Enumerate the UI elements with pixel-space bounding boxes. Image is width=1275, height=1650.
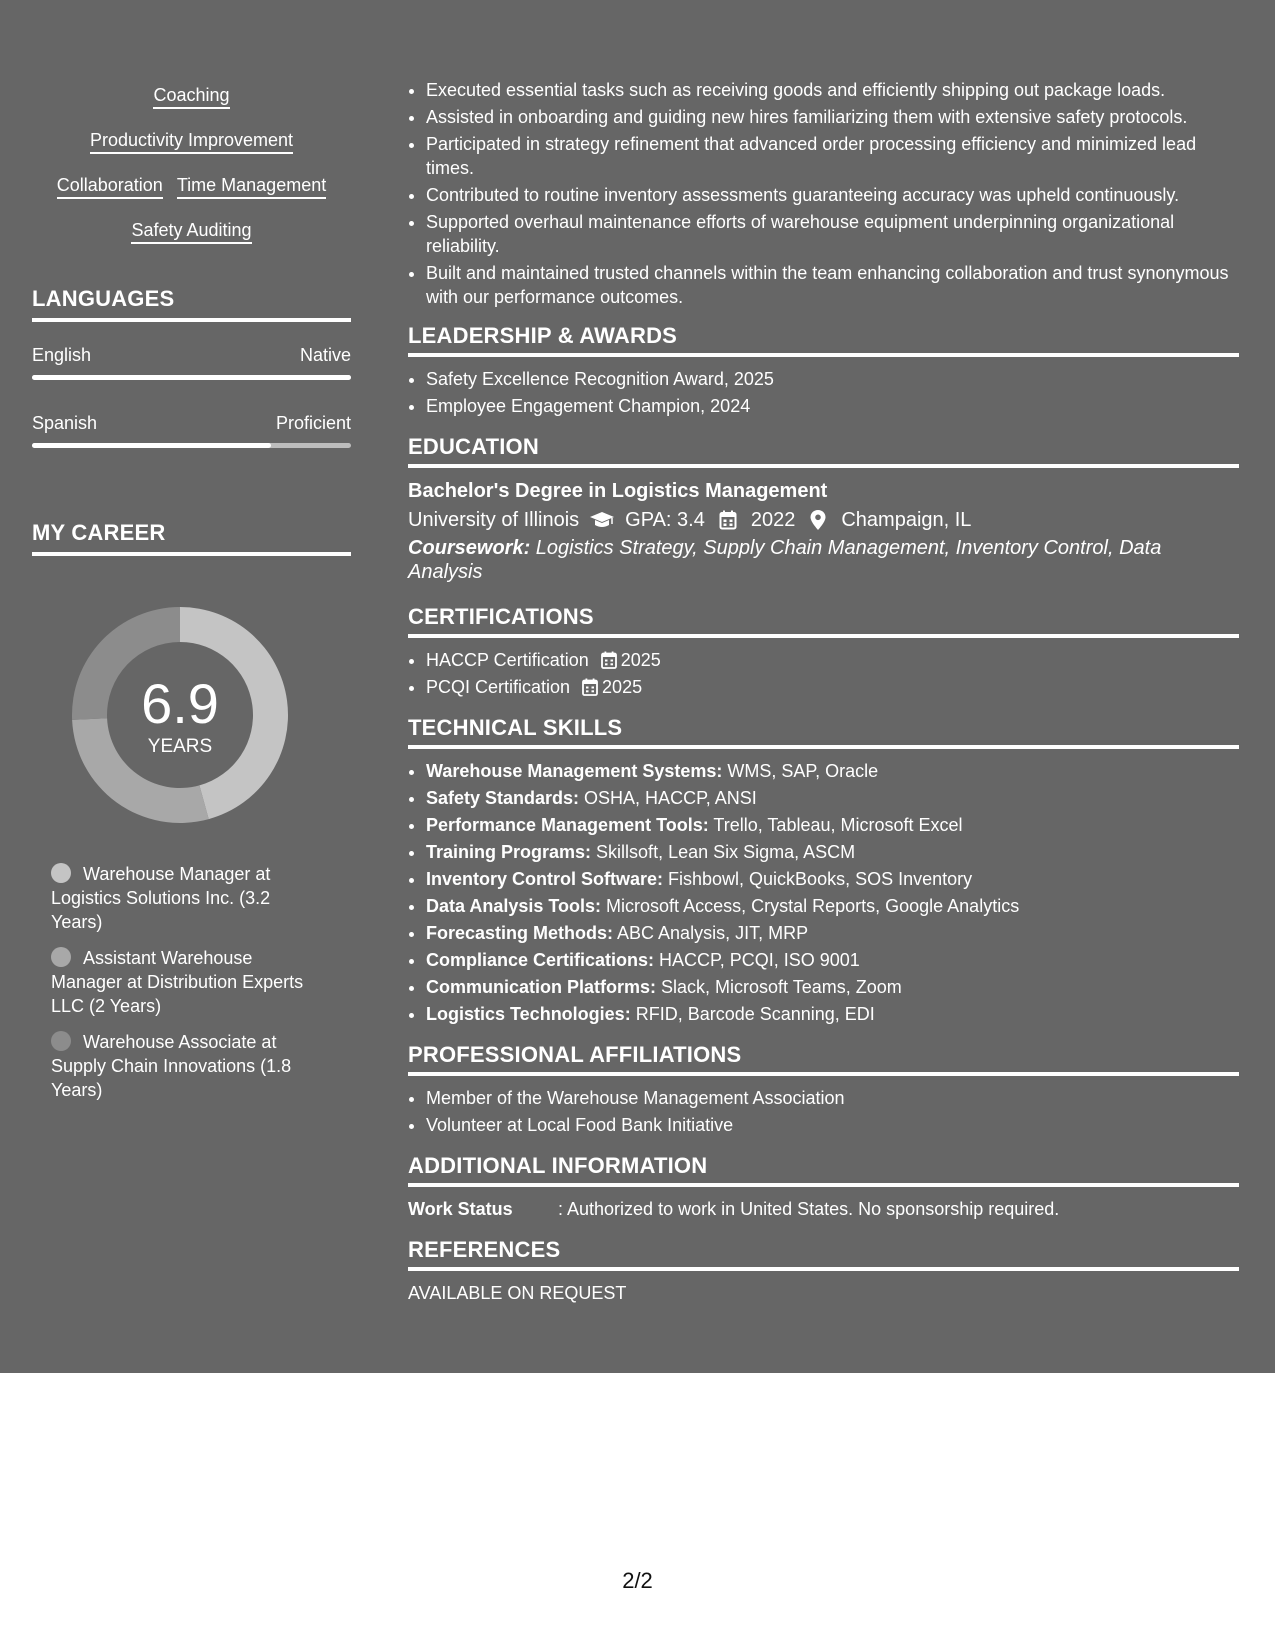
career-legend [51,862,351,1102]
leadership-section [408,323,1239,418]
skill-category: Logistics Technologies: [426,1004,631,1024]
technical-skill-item [426,921,1239,945]
technical-skill-item [426,786,1239,810]
career-legend-item [51,946,321,1018]
career-role: Warehouse Manager at Logistics Solutions Inc. (3.2 Years) [51,864,271,932]
skill-row [32,174,351,199]
certifications-heading: CERTIFICATIONS [408,604,1239,638]
references-heading: REFERENCES [408,1237,1239,1271]
skill-row [32,84,351,109]
technical-skill-item [426,813,1239,837]
skill-values: Microsoft Access, Crystal Reports, Google Analytics [601,896,1020,916]
language-bar [32,443,351,448]
graduation-cap-icon [589,510,615,530]
technical-skill-item [426,840,1239,864]
language-name: English [32,345,92,365]
technical-skill-item [426,975,1239,999]
skill-tag: Coaching [153,84,229,109]
experience-bullet: • Contributed to routine inventory assessments guaranteeing accuracy was upheld continuously. [426,183,1239,207]
skill-values: Skillsoft, Lean Six Sigma, ASCM [591,842,856,862]
career-years-label: YEARS [147,736,213,757]
additional-info-section [408,1153,1239,1221]
career-section [32,520,351,1102]
degree-title: Bachelor's Degree in Logistics Management [408,480,828,502]
certification-year: 2025 [620,650,661,670]
career-legend-item [51,862,321,934]
experience-bullet: • Executed essential tasks such as receiving goods and efficiently shipping out package loads. [426,78,1239,102]
work-status-value: : Authorized to work in United States. No sponsorship required. [558,1199,1060,1219]
affiliations-heading: PROFESSIONAL AFFILIATIONS [408,1042,1239,1076]
languages-heading: LANGUAGES [32,286,351,322]
technical-skills-section [408,715,1239,1026]
work-status-label: Work Status [408,1199,513,1219]
coursework-list: Logistics Strategy, Supply Chain Management, Inventory Control, Data Analysis [408,537,1162,583]
skill-tag: Time Management [177,174,326,199]
legend-dot [51,863,71,883]
gpa: GPA: 3.4 [625,509,705,531]
leadership-heading: LEADERSHIP & AWARDS [408,323,1239,357]
location-pin-icon [805,510,831,530]
skill-row [32,219,351,244]
language-level: Native [299,345,351,365]
award-item: • Safety Excellence Recognition Award, 2025 [426,367,1239,391]
language-bar-fill [32,443,271,448]
language-bar-fill [32,375,351,380]
certification-item [426,675,1239,699]
left-column [32,84,351,1114]
page-number: 2/2 [622,1568,653,1593]
skill-values: Slack, Microsoft Teams, Zoom [656,977,902,997]
technical-skills-heading: TECHNICAL SKILLS [408,715,1239,749]
skill-values: HACCP, PCQI, ISO 9001 [654,950,860,970]
language-bar [32,375,351,380]
technical-skill-item [426,867,1239,891]
references-section [408,1237,1239,1305]
experience-bullet: • Participated in strategy refinement that advanced order processing efficiency and minimized lead times. [426,132,1239,180]
affiliation-item: • Volunteer at Local Food Bank Initiative [426,1113,1239,1137]
calendar-icon [601,651,617,669]
skill-values: ABC Analysis, JIT, MRP [613,923,809,943]
skill-row [32,129,351,154]
language-level: Proficient [275,413,351,433]
skill-category: Forecasting Methods: [426,923,614,943]
career-role: Assistant Warehouse Manager at Distribution Experts LLC (2 Years) [51,948,304,1016]
languages-section [32,286,351,448]
skill-category: Inventory Control Software: [426,869,664,889]
technical-skill-item [426,759,1239,783]
experience-bullet: • Supported overhaul maintenance efforts of warehouse equipment underpinning organizational reliability. [426,210,1239,258]
skill-category: Data Analysis Tools: [426,896,602,916]
skill-category: Safety Standards: [426,788,580,808]
skill-tag: Safety Auditing [131,219,251,244]
education-location: Champaign, IL [841,509,972,531]
calendar-icon [582,678,598,696]
skills-tags [32,84,351,244]
coursework-label: Coursework: [408,537,531,559]
certifications-section [408,604,1239,699]
language-name: Spanish [32,413,98,433]
skill-values: Trello, Tableau, Microsoft Excel [708,815,963,835]
experience-bullet: • Assisted in onboarding and guiding new hires familiarizing them with extensive safety protocols. [426,105,1239,129]
skill-category: Compliance Certifications: [426,950,655,970]
skill-values: WMS, SAP, Oracle [722,761,879,781]
career-total-years: 6.9 [141,672,219,735]
affiliations-section [408,1042,1239,1137]
calendar-icon [715,510,741,530]
education-heading: EDUCATION [408,434,1239,468]
career-legend-item [51,1030,321,1102]
skill-values: OSHA, HACCP, ANSI [579,788,757,808]
certification-name: HACCP Certification [426,650,589,670]
experience-bullets [408,78,1239,309]
skill-values: RFID, Barcode Scanning, EDI [630,1004,875,1024]
graduation-year: 2022 [750,509,796,531]
experience-bullet: • Built and maintained trusted channels within the team enhancing collaboration and trust synonymous with our performance outcomes. [426,261,1239,309]
skill-category: Communication Platforms: [426,977,657,997]
career-donut [67,602,293,828]
references-text: AVAILABLE ON REQUEST [408,1283,627,1303]
certification-year: 2025 [602,677,643,697]
skill-category: Warehouse Management Systems: [426,761,723,781]
education-details [408,506,1239,534]
certification-item [426,648,1239,672]
certification-name: PCQI Certification [426,677,571,697]
skill-category: Training Programs: [426,842,592,862]
legend-dot [51,947,71,967]
technical-skill-item [426,1002,1239,1026]
language-item [32,344,351,380]
career-role: Warehouse Associate at Supply Chain Innovations (1.8 Years) [51,1032,292,1100]
skill-tag: Productivity Improvement [90,129,293,154]
skill-values: Fishbowl, QuickBooks, SOS Inventory [663,869,973,889]
additional-info-heading: ADDITIONAL INFORMATION [408,1153,1239,1187]
technical-skill-item [426,894,1239,918]
skill-tag: Collaboration [57,174,163,199]
work-status-row [408,1197,1239,1221]
right-column [408,78,1239,1305]
award-item: • Employee Engagement Champion, 2024 [426,394,1239,418]
affiliation-item: • Member of the Warehouse Management Association [426,1086,1239,1110]
education-section [408,434,1239,584]
coursework [408,536,1239,584]
career-heading: MY CAREER [32,520,351,556]
skill-category: Performance Management Tools: [426,815,709,835]
legend-dot [51,1031,71,1051]
technical-skill-item [426,948,1239,972]
language-item [32,412,351,448]
school-name: University of Illinois [408,509,580,531]
